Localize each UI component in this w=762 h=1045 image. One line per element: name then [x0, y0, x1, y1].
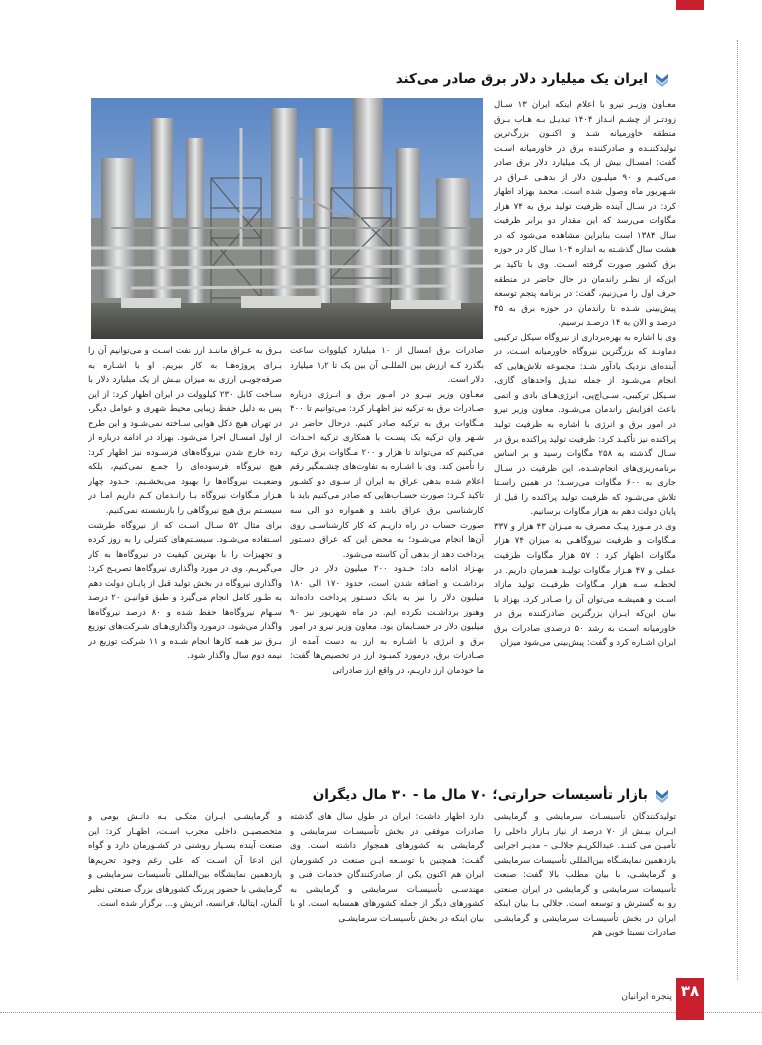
article1-paragraph: وی در مـورد پیـک مصرف به میـزان ۴۳ هزار و ۳۳۷ مـگاوات و ظرفیت نیروگاهـی به میزان ۷۴ هزار مگاوات اظهار کرد : ۵۷ هزار مگاوات ظرفیت عملی و ۴۷ هـزار مگاوات تولیـد همزمان داریم. در لحظـه سـه هزار مـگاوات ظرفیـت تولید مازاد اسـت و همیشـه می‌توان آن را صـادر کرد. بهزاد با بیان این‌که ایـران بزرگترین صادرکننده برق در خاورمیانه اسـت به رشد ۵۰ درصدی صادرات برق ایران اشـاره کرد و گفت: پیش‌بینی می‌شود میزان — [494, 521, 676, 649]
article1-column-2 — [290, 344, 484, 764]
article2-headline — [313, 784, 670, 806]
top-page-tab — [676, 0, 704, 10]
article2-column-1 — [494, 810, 676, 976]
article2-headline-text: بازار تأسیسات حرارتی؛ ۷۰ مال ما - ۳۰ مال دیگران — [312, 787, 648, 803]
article1-paragraph: بـرق به عـراق ماننـد ارز نفت اسـت و می‌توانیم آن را بـرای پروژه‌هـا به کار ببریم. او با اشـاره به صرفه‌جویـی ارزی به میزان بیـش از یک میلیارد دلار با سـاخت کابل ۲۳۰ کیلوولت در ایران اظهار کرد: از این پس به دلیل حفظ زیبایی محیط شهری و عوامل دیگر، در تهران هیچ دکل هوایی سـاخته نمی‌شـود و این طرح از اول امسـال اجرا می‌شود. بهزاد در ادامه درباره از رده خارج شدن نیروگاه‌های فرسـوده نیز اظهار کرد: هیچ نیروگاه فرسوده‌ای را جمـع نمی‌کنیم، بلکه وضعیـت نیروگاه‌ها را بهبود می‌بخشـیم. حـدود چهار هـزار مـگاوات نیروگاه بـا رانـدمان کـم داریم امـا در سیسـتم برق هیچ نیروگاهی را بازنشسته نمی‌کنیم. — [88, 346, 282, 517]
article1-paragraph: معـاون وزیـر نیرو با اعلام اینکه ایران ۱۳ سـال زودتـر از چشـم انـداز ۱۴۰۴ تبدیـل بـه هـاب بـرق منطقه خاورمیانه شـد و اکنـون بزرگ‌ترین تولیدکننـده و صادرکننده برق در خاورمیانه اسـت گفت: امسـال بیش از یک میلیارد دلار برق صادر می‌کنیـم و ۹۰ میلیـون دلار از بدهـی عـراق در شـهریور ماه وصول شده است. محمد بهزاد اظهار کرد: در سـال آینده ظرفیت تولید برق به ۷۴ هزار مگاوات می‌رسد که این مقدار دو برابر ظرفیت سال ۱۳۸۴ است بنابراین مشاهده می‌شود که در هشت سال گذشـته به اندازه ۱۰۴ سال کار در حوزه برق کشور صورت گرفته اسـت. وی با تاکید بر این‌که از نظـر راندمان در حال حاضر در منطقه حرف اول را می‌زنیم، گفت: در برنامه پنجم توسعه پیش‌بینی شـده تا راندمان در حوزه برق به ۴۵ درصد و الان به ۱۴ درصـد برسیم. — [494, 100, 676, 329]
article1-paragraph: بهـزاد ادامه داد: حـدود ۲۰۰ میلیون دلار در حال برداشـت و اضافه شدن است، حدود ۱۷۰ الی ۱۸۰ میلیون دلار را نیز به بانک دسـتور پرداخت داده‌اند وهنوز برداشـت نکرده ایم. در ماه شهریور نیز ۹۰ میلیون دلار در حسـابمان بود. معاون وزیر نیرو در امور برق و انرژی با اشـاره به ارز به دست آمده از صـادرات برق، درمورد کمبـود ارز در تخصیص‌ها گفت: ما خودمان ارز داریـم، در واقع ارز صادراتی — [290, 564, 484, 677]
article1-headline-text: ایران یک میلیارد دلار برق صادر می‌کند — [395, 71, 648, 87]
page-number: ۳۸ — [680, 982, 700, 1000]
article2-paragraph: دارد اظهار داشت: ایران در طول سال های گذشته صادرات موفقی در بخش تأسیسـات سرمایشی و گرمایشی به کشورهای همجوار داشته است. وی گفـت: همچنین با توسـعه ایـن صنعت در کشورمان ایران هم اکنون یکی از صادرکنندگان خدمات فنی و مهندسـی تأسیسـات سرمایشی و گرمایشی به کشورهای دیگر از جمله کشورهای همسایه است. او با بیان اینکه در بخش تأسیسـات سرمایشـی — [290, 812, 484, 924]
power-plant-photo — [91, 98, 483, 339]
article1-paragraph: معـاون وزیر نیـرو در امـور برق و انـرژی درباره صـادرات برق به ترکیه نیز اظهـار کرد: می‌توانیم تا ۴۰۰ مـگاوات برق به ترکیه صادر کنیم. درحال حاضر در شـهر وان ترکیه یک پسـت با همکاری ترکیه احـداث می‌کنیم که می‌تواند تا هزار و ۲۰۰ مـگاوات برق ترکیه را تأمین کند. وی با اشـاره به تفاوت‌های چشـمگیر رقم اعلام شده بدهی عراق به ایران از سـوی دو کشـور تاکید کـرد: صورت حسـاب‌هایی که صادر می‌کنیم باید با کارشناسی برق عراق باشد و همواره دو الی سه صورت حساب در راه داریـم که کار کارشناسـی روی آن‌ها انجام می‌شـود؛ به محض این که عراق دسـتور پرداخت دهد از بدهی آن کاسته می‌شود. — [290, 389, 484, 560]
article1-column-3 — [88, 344, 282, 764]
article2-column-3 — [88, 810, 282, 976]
article2-paragraph: و گرمایشـی ایـران متکـی بـه دانـش بومی و متخصصیـن داخلی مجرب اسـت، اظهـار کرد: این صنعت آینده بسـیار روشنی در کشـورمان دارد و گواه این ادعا آن اسـت که علی رغم وجود تحریم‌ها یازدهمین نمایشگاه بین‌المللی تأسیسات سرمایشی و گرمایشی با حضور پررنگ کشورهای بزرگ صنعتی نظیر آلمان، ایتالیا، فرانسه، اتریش و... برگزار شده است. — [88, 812, 282, 910]
article1-paragraph: وی با اشاره به بهره‌برداری از نیروگاه سیکل ترکیبی دماونـد که بزرگترین نیروگاه خاورمیانه اسـت، در آینده‌ای نزدیک یادآور شـد: مجموعه تلاش‌هایی که انجام می‌شـود از جمله تبدیل واحدهای گازی، سـیکل ترکیبی، سـی‌اچ‌پی، انرژی‌هـای بادی و اتمی باعث افزایش راندمان می‌شـود. معاون وزیر نیرو در امور برق و انرژی با اشاره به ظرفیت تولید پراکنده نیز تأکیـد کرد: ظرفیت تولید پراکنده برق در سـال گذشته به ۲۵۸ مگاوات رسید و بر اساس برنامه‌ریزی‌های انجام‌شـده، این ظرفیت در سـال جاری به ۶۰۰ مگاوات می‌رسـد؛ در همین راسـتا تلاش می‌شـود که ظرفیت تولید پراکنده را قبل از پایان دولت دهم به هزار مگاوات برسانیم. — [494, 332, 676, 518]
article1-headline — [396, 68, 670, 90]
article2-paragraph: تولیدکنندگان تأسیسـات سرمایشی و گرمایشی ایـران بیـش از ۷۰ درصد از نیاز بـازار داخلی را تأمیـن می‌ کننـد. عبدالکریـم جلالـی – مدیـر اجرایی یازدهمین نمایشـگاه بین‌المللی تأسیسات سرمایشی و گرمایشـی، با بیان مطلب بالا گفت: صنعت تأسیسات سرمایشی و گرمایشی در ایران صنعتی رو به گسترش و توسعه است. جلالی بـا بیان اینکه ایران در بخش تأسیسـات سرمایشی و گرمایشـی صادرات نسبتا خوبی هم — [494, 812, 676, 939]
article1-paragraph: برای مثال ۵۲ سـال اسـت که از نیروگاه طرشت اسـتفاده می‌شـود. سیسـتم‌های کنترلی را به روز کرده و تجهیزات را با بهترین کیفیت در نیروگاه‌ها به کار می‌گیریـم. وی در مورد واگذاری نیروگاه‌ها تصریـح کرد: واگذاری نیروگاه در بخش تولید قبل از پایـان دولت دهم به طـور کامل انجام می‌گیرد و طبق قوانیـن ۲۰ درصد سـهام نیروگاه‌ها حفظ شده و ۸۰ درصد نیروگاه‌ها واگذار می‌شود. درمورد واگذاری‌هـای شـرکت‌های توزیع بـرق نیز همه کارها انجام شـده و ۱۱ شرکت توزیع در نیمه دوم سال واگذار شود. — [88, 520, 282, 662]
dotted-margin-line — [737, 40, 738, 980]
article1-column-1 — [494, 98, 676, 764]
power-plant-illustration — [91, 98, 483, 339]
article2-column-2 — [290, 810, 484, 976]
magazine-name: پنجره ایرانیان — [621, 992, 672, 1002]
chevron-down-icon — [654, 71, 670, 87]
article1-paragraph: صادرات برق امسال از ۱۰ میلیارد کیلووات ساعت بگذرد کـه ارزش بین المللـی آن بین یک تا ۱٫۲ میلیارد دلار است. — [290, 346, 484, 386]
chevron-down-icon — [654, 787, 670, 803]
footer-dotted-line — [0, 1012, 762, 1013]
